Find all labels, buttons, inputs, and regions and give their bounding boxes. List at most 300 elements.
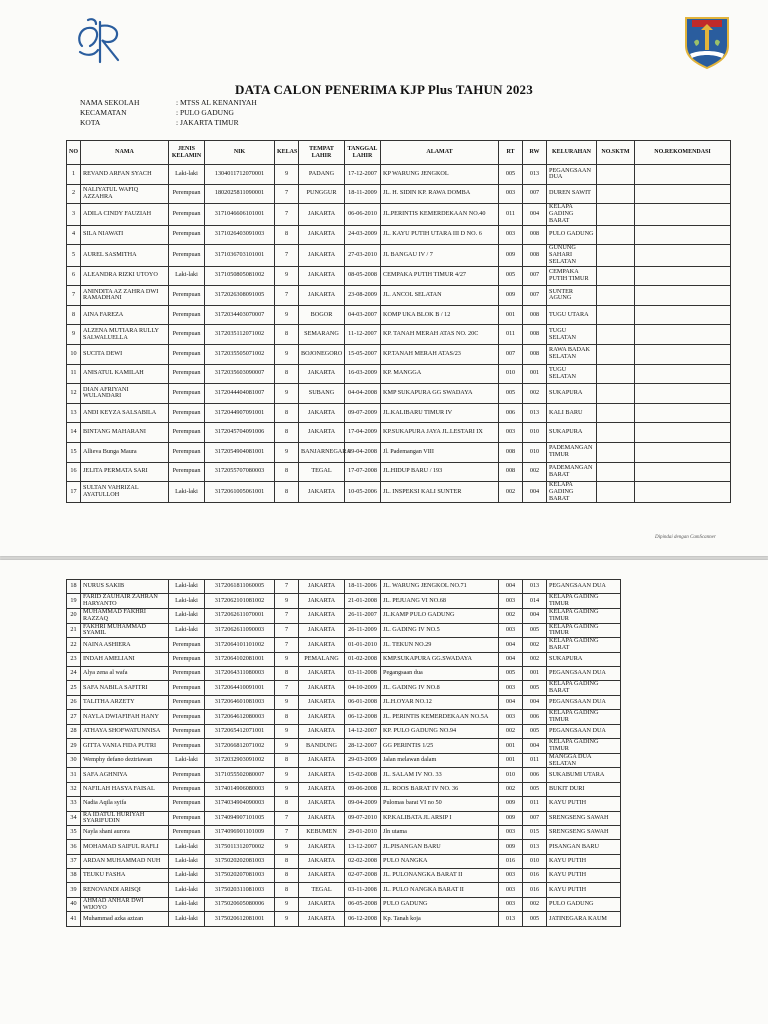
table-cell: AINA FAREZA (81, 305, 169, 325)
table-cell: PEGANGSAAN DUA (547, 696, 621, 710)
table-cell: 3172045704091006 (205, 423, 275, 443)
table-cell: KELAPA GADING TIMUR (547, 594, 621, 609)
table-cell (597, 266, 635, 286)
table-cell: 7 (275, 580, 299, 594)
table-row (67, 667, 621, 681)
table-cell (597, 423, 635, 443)
table-cell: 17 (67, 482, 81, 503)
table-cell: 008 (523, 305, 547, 325)
info-label: KOTA (80, 118, 101, 127)
table-cell: 01-02-2008 (345, 652, 381, 666)
table-cell: JAKARTA (299, 580, 345, 594)
table-cell: 39 (67, 883, 81, 897)
table-cell: 002 (523, 652, 547, 666)
table-cell: JL. GADING IV NO.8 (381, 681, 499, 696)
column-header: TEMPAT LAHIR (299, 141, 345, 165)
table-cell: 9 (275, 344, 299, 364)
table-cell: 3175020311081003 (205, 883, 275, 897)
column-header: NO.REKOMENDASI (635, 141, 731, 165)
table-cell: 011 (499, 325, 523, 345)
table-cell: 8 (275, 753, 299, 768)
table-cell: SAFA AGHNIYA (81, 768, 169, 782)
table-cell: PEGANGSAAN DUA (547, 580, 621, 594)
table-cell: 23-08-2009 (345, 286, 381, 306)
table-cell: 18-11-2009 (345, 184, 381, 204)
table-cell: 9 (275, 739, 299, 754)
table-cell (597, 184, 635, 204)
table-cell: 004 (499, 696, 523, 710)
table-row (67, 225, 731, 245)
table-cell: PULO GADUNG (381, 897, 499, 912)
table-cell: 02-07-2008 (345, 869, 381, 883)
table-cell: Laki-laki (169, 608, 205, 623)
table-cell: ALZENA MUTIARA RULLY SALWALUELLA (81, 325, 169, 345)
table-cell: KOMP UKA BLOK B / 12 (381, 305, 499, 325)
table-cell: PISANGAN BARU (547, 840, 621, 854)
table-cell: Laki-laki (169, 840, 205, 854)
table-cell: Laki-laki (169, 594, 205, 609)
table-cell: 9 (275, 305, 299, 325)
table-cell: 8 (275, 482, 299, 503)
table-cell: 9 (275, 897, 299, 912)
table-cell: 31 (67, 768, 81, 782)
column-header: NIK (205, 141, 275, 165)
table-row (67, 423, 731, 443)
table-cell: Perempuan (169, 364, 205, 384)
table-cell: 001 (499, 305, 523, 325)
table-row (67, 854, 621, 868)
table-cell: JL. H. SIDIN KP. RAWA DOMBA (381, 184, 499, 204)
column-header: RW (523, 141, 547, 165)
table-cell: JAKARTA (299, 869, 345, 883)
table-cell: 13-12-2007 (345, 840, 381, 854)
table-cell: 007 (523, 811, 547, 826)
table-cell: 9 (67, 325, 81, 345)
table-cell: PUNGGUR (299, 184, 345, 204)
column-header: NO.SKTM (597, 141, 635, 165)
table-cell: 001 (499, 753, 523, 768)
table-cell: 40 (67, 897, 81, 912)
table-cell: JATINEGARA KAUM (547, 912, 621, 926)
table-cell: JL.HIDUP BARU / 193 (381, 462, 499, 482)
table-row (67, 768, 621, 782)
table-cell: 26 (67, 696, 81, 710)
table-cell (635, 204, 731, 225)
table-cell: Perempuan (169, 344, 205, 364)
table-cell: 003 (499, 681, 523, 696)
table-cell: SUKAPURA (547, 423, 597, 443)
table-cell: Laki-laki (169, 897, 205, 912)
table-cell (635, 165, 731, 185)
table-cell: NAFILAH HASYA FAISAL (81, 782, 169, 796)
table-cell: JL.PERINTIS KEMERDEKAAN NO.40 (381, 204, 499, 225)
table-cell: 23 (67, 652, 81, 666)
table-cell: SUKAPURA (547, 652, 621, 666)
table-cell: JL. PERINTIS KEMERDEKAAN NO.5A (381, 710, 499, 725)
table-cell: 3 (67, 204, 81, 225)
table-cell: 005 (499, 165, 523, 185)
table-cell: Perempuan (169, 811, 205, 826)
table-cell: 011 (523, 753, 547, 768)
table-row (67, 325, 731, 345)
table-cell: 7 (67, 286, 81, 306)
table-cell: 19 (67, 594, 81, 609)
table-cell: TEGAL (299, 883, 345, 897)
table-cell: Perempuan (169, 462, 205, 482)
table-cell: 38 (67, 869, 81, 883)
table-cell: BUKIT DURI (547, 782, 621, 796)
table-cell: SUNTER AGUNG (547, 286, 597, 306)
table-cell: Perempuan (169, 710, 205, 725)
table-cell: KP WARUNG JENGKOL (381, 165, 499, 185)
table-cell (597, 364, 635, 384)
table-cell (597, 204, 635, 225)
table-cell: 04-10-2009 (345, 681, 381, 696)
table-cell: JAKARTA (299, 811, 345, 826)
table-cell: 27 (67, 710, 81, 725)
table-cell: 008 (499, 462, 523, 482)
table-cell: JAKARTA (299, 245, 345, 266)
column-header: TANGGAL LAHIR (345, 141, 381, 165)
table-cell: JL.H.OYAR NO.12 (381, 696, 499, 710)
table-cell: JAKARTA (299, 286, 345, 306)
table-cell: Perempuan (169, 768, 205, 782)
table-cell: 3172064101101002 (205, 638, 275, 653)
table-cell: KP. PULO GADUNG NO.94 (381, 724, 499, 738)
table-cell: 9 (275, 165, 299, 185)
table-cell: JAKARTA (299, 638, 345, 653)
table-row (67, 869, 621, 883)
table-cell: KELAPA GADING BARAT (547, 638, 621, 653)
table-cell (597, 165, 635, 185)
table-cell: 26-11-2009 (345, 623, 381, 638)
table-cell: JAKARTA (299, 724, 345, 738)
table-cell: Laki-laki (169, 623, 205, 638)
table-cell: KP.TANAH MERAH ATAS/23 (381, 344, 499, 364)
table-cell: 09-04-2008 (345, 442, 381, 462)
table-cell: 008 (523, 344, 547, 364)
table-cell: 002 (499, 482, 523, 503)
table-cell: 013 (523, 580, 547, 594)
table-cell: JAKARTA (299, 403, 345, 423)
table-cell: Alya zena al wafa (81, 667, 169, 681)
table-cell: 16-03-2009 (345, 364, 381, 384)
table-cell: 7 (275, 245, 299, 266)
table-row (67, 638, 621, 653)
table-cell: 9 (275, 912, 299, 926)
table-cell: 004 (523, 739, 547, 754)
table-cell: 003 (499, 883, 523, 897)
table-cell: FARID ZAUHAIR ZAHRAN HARYANTO (81, 594, 169, 609)
table-cell: 3172044907091001 (205, 403, 275, 423)
table-cell: Laki-laki (169, 753, 205, 768)
table-cell: SEMARANG (299, 325, 345, 345)
table-cell: MUHAMMAD FAKHRI RAZZAQ (81, 608, 169, 623)
table-cell (635, 184, 731, 204)
table-cell: 13 (67, 403, 81, 423)
column-header: NAMA (81, 141, 169, 165)
school-monogram-logo-icon (72, 16, 130, 68)
table-cell: 3174096901101009 (205, 826, 275, 840)
table-cell: 29 (67, 739, 81, 754)
table-cell: ANDI KEYZA SALSABILA (81, 403, 169, 423)
table-cell: 004 (523, 696, 547, 710)
table-cell: 3175020207081003 (205, 869, 275, 883)
table-cell: 002 (499, 724, 523, 738)
table-cell: Pegangsaan dua (381, 667, 499, 681)
table-cell: JL.KALIBARU TIMUR IV (381, 403, 499, 423)
table-cell (597, 245, 635, 266)
info-value: : PULO GADUNG (176, 108, 234, 117)
table-row (67, 344, 731, 364)
table-cell: JL.PISANGAN BARU (381, 840, 499, 854)
table-cell: JAKARTA (299, 482, 345, 503)
table-cell: RAWA BADAK SELATAN (547, 344, 597, 364)
table-cell (635, 325, 731, 345)
table-cell: 34 (67, 811, 81, 826)
table-cell: 003 (499, 594, 523, 609)
table-cell: JL. WARUNG JENGKOL NO.71 (381, 580, 499, 594)
table-cell: 3172064410091001 (205, 681, 275, 696)
table-row (67, 165, 731, 185)
table-cell: 014 (523, 594, 547, 609)
table-cell: 005 (499, 266, 523, 286)
document-title: DATA CALON PENERIMA KJP Plus TAHUN 2023 (235, 82, 533, 97)
table-row (67, 912, 621, 926)
table-row (67, 623, 621, 638)
table-cell: SUKAPURA (547, 384, 597, 404)
table-cell: Perempuan (169, 652, 205, 666)
table-cell: 16 (67, 462, 81, 482)
table-cell: CEMPAKA PUTIH TIMUR (547, 266, 597, 286)
table-cell: JAKARTA (299, 681, 345, 696)
table-cell: BANJARNEGARA (299, 442, 345, 462)
table-cell: 7 (275, 184, 299, 204)
table-cell: KAYU PUTIH (547, 869, 621, 883)
table-cell: 41 (67, 912, 81, 926)
table-cell: 10 (67, 344, 81, 364)
table-row (67, 840, 621, 854)
table-cell: 04-03-2007 (345, 305, 381, 325)
table-cell: 005 (523, 782, 547, 796)
table-row (67, 782, 621, 796)
table-cell: JL. SALAM IV NO. 33 (381, 768, 499, 782)
table-cell: Laki-laki (169, 165, 205, 185)
table-cell: Nadia Aqila syifa (81, 797, 169, 811)
table-cell: 15 (67, 442, 81, 462)
table-cell: KP. MANGGA (381, 364, 499, 384)
table-cell: 08-05-2008 (345, 266, 381, 286)
table-cell (635, 384, 731, 404)
table-cell: 37 (67, 854, 81, 868)
table-cell: Perempuan (169, 245, 205, 266)
table-cell: 36 (67, 840, 81, 854)
table-cell: GUNUNG SAHARI SELATAN (547, 245, 597, 266)
table-cell: CEMPAKA PUTIH TIMUR 4/27 (381, 266, 499, 286)
table-cell: 3171026403091003 (205, 225, 275, 245)
table-cell: Laki-laki (169, 883, 205, 897)
table-cell: Jalan melawan dalam (381, 753, 499, 768)
table-cell: 7 (275, 826, 299, 840)
table-cell: 24 (67, 667, 81, 681)
table-cell: KELAPA GADING BARAT (547, 482, 597, 503)
table-cell: JL. KAYU PUTIH UTARA III D NO. 6 (381, 225, 499, 245)
table-cell: JAKARTA (299, 753, 345, 768)
table-cell (635, 286, 731, 306)
table-cell: 27-03-2010 (345, 245, 381, 266)
table-row (67, 384, 731, 404)
table-row (67, 710, 621, 725)
table-cell: 005 (499, 667, 523, 681)
table-row (67, 245, 731, 266)
table-cell: ANISATUL KAMILAH (81, 364, 169, 384)
table-cell: 3171046606101001 (205, 204, 275, 225)
table-cell: ALEANDRA RIZKI UTOYO (81, 266, 169, 286)
table-cell: 02-02-2008 (345, 854, 381, 868)
table-cell: JAKARTA (299, 204, 345, 225)
table-cell: NAINA ASHIERA (81, 638, 169, 653)
column-header: ALAMAT (381, 141, 499, 165)
table-cell: 006 (499, 403, 523, 423)
table-cell: 002 (523, 462, 547, 482)
table-cell: 016 (523, 883, 547, 897)
table-cell: 002 (523, 897, 547, 912)
table-cell: 001 (523, 667, 547, 681)
school-info (80, 98, 257, 128)
table-cell: JL. ROOS BARAT IV NO. 36 (381, 782, 499, 796)
table-cell: KMP.SUKAPURA GG.SWADAYA (381, 652, 499, 666)
table-cell: Perempuan (169, 724, 205, 738)
table-cell: 015 (523, 826, 547, 840)
table-cell: 3171050805081002 (205, 266, 275, 286)
table-cell: 009 (499, 797, 523, 811)
table-cell: JAKARTA (299, 225, 345, 245)
table-cell: JAKARTA (299, 594, 345, 609)
scanner-watermark: Dipindai dengan CamScanner (655, 535, 716, 540)
table-cell: JAKARTA (299, 623, 345, 638)
table-cell: 3174034904090003 (205, 797, 275, 811)
table-cell (597, 403, 635, 423)
table-cell: 7 (275, 608, 299, 623)
table-cell: 35 (67, 826, 81, 840)
table-cell: 006 (523, 768, 547, 782)
table-cell: 3172064612080003 (205, 710, 275, 725)
table-cell: SULTAN VAHRIZAL AYATULLOH (81, 482, 169, 503)
table-cell: 1304011712070001 (205, 165, 275, 185)
table-cell (597, 305, 635, 325)
table-cell: PULO GADUNG (547, 225, 597, 245)
table-cell: SAFA NABILA SAFITRI (81, 681, 169, 696)
table-cell: 3172066812071002 (205, 739, 275, 754)
table-cell: KEBUMEN (299, 826, 345, 840)
table-cell: JAKARTA (299, 266, 345, 286)
table-cell: 003 (499, 623, 523, 638)
table-cell: 9 (275, 594, 299, 609)
table-cell: 8 (275, 869, 299, 883)
table-cell (635, 305, 731, 325)
table-cell: RENOVANDI ARISQI (81, 883, 169, 897)
table-cell: 01-01-2010 (345, 638, 381, 653)
table-cell: Jln utama (381, 826, 499, 840)
table-cell: 007 (499, 344, 523, 364)
table-cell: 016 (499, 854, 523, 868)
table-cell: 20 (67, 608, 81, 623)
table-cell: 8 (275, 403, 299, 423)
table-cell: KELAPA GADING TIMUR (547, 608, 621, 623)
table-cell: 7 (275, 286, 299, 306)
table-cell: 009 (499, 840, 523, 854)
table-cell: 06-12-2008 (345, 912, 381, 926)
table-cell: NAYLA DWIAFIFAH HANY (81, 710, 169, 725)
table-cell: 001 (523, 364, 547, 384)
table-cell: 11-12-2007 (345, 325, 381, 345)
table-cell: 3175020612081001 (205, 912, 275, 926)
table-cell: PEGANGSAAN DUA (547, 165, 597, 185)
table-cell: 04-04-2008 (345, 384, 381, 404)
table-cell: 010 (523, 423, 547, 443)
table-row (67, 286, 731, 306)
table-cell (597, 462, 635, 482)
info-label: NAMA SEKOLAH (80, 98, 140, 107)
table-cell: 1802025811090001 (205, 184, 275, 204)
table-cell: TEUKU FASHA (81, 869, 169, 883)
table-cell: AHMAD ANHAR DWI WIJOYO (81, 897, 169, 912)
table-cell: 8 (275, 423, 299, 443)
table-cell: 7 (275, 811, 299, 826)
table-cell: 3175020605080006 (205, 897, 275, 912)
table-cell: JL BANGAU IV / 7 (381, 245, 499, 266)
column-header: KELURAHAN (547, 141, 597, 165)
table-cell: 06-06-2010 (345, 204, 381, 225)
table-cell: 3175011312070002 (205, 840, 275, 854)
table-cell: 3171036703101001 (205, 245, 275, 266)
table-cell: 25 (67, 681, 81, 696)
table-cell: KELAPA GADING TIMUR (547, 710, 621, 725)
table-cell: RA IDATUL HURIYAH SYARIFUDIN (81, 811, 169, 826)
table-cell: Perempuan (169, 638, 205, 653)
table-cell: 011 (523, 797, 547, 811)
table-cell: 006 (523, 710, 547, 725)
table-cell: 8 (275, 225, 299, 245)
table-cell: 9 (275, 724, 299, 738)
table-cell: Perempuan (169, 797, 205, 811)
table-cell: BOJONEGORO (299, 344, 345, 364)
table-cell: 010 (523, 442, 547, 462)
table-cell: 9 (275, 782, 299, 796)
table-cell: 3174094907101005 (205, 811, 275, 826)
table-cell: 003 (499, 423, 523, 443)
table-cell: KMP SUKAPURA GG SWADAYA (381, 384, 499, 404)
table-cell: Perempuan (169, 225, 205, 245)
table-cell: Perempuan (169, 696, 205, 710)
table-cell: SILA NIAWATI (81, 225, 169, 245)
table-cell: KP.KALIBATA JL ARSIP I (381, 811, 499, 826)
table-cell: PEGANGSAAN DUA (547, 667, 621, 681)
table-cell: 6 (67, 266, 81, 286)
table-cell: 003 (499, 710, 523, 725)
table-cell: Allieva Bunga Maura (81, 442, 169, 462)
table-cell: 29-03-2009 (345, 753, 381, 768)
table-cell: SUBANG (299, 384, 345, 404)
table-cell (597, 384, 635, 404)
table-cell: 3172035603090007 (205, 364, 275, 384)
table-cell: REVAND ARFAN SYACH (81, 165, 169, 185)
table-cell: 3171055502080007 (205, 768, 275, 782)
table-cell: PULO GADUNG (547, 897, 621, 912)
table-cell: 9 (275, 768, 299, 782)
table-cell: 002 (523, 384, 547, 404)
table-cell (597, 225, 635, 245)
